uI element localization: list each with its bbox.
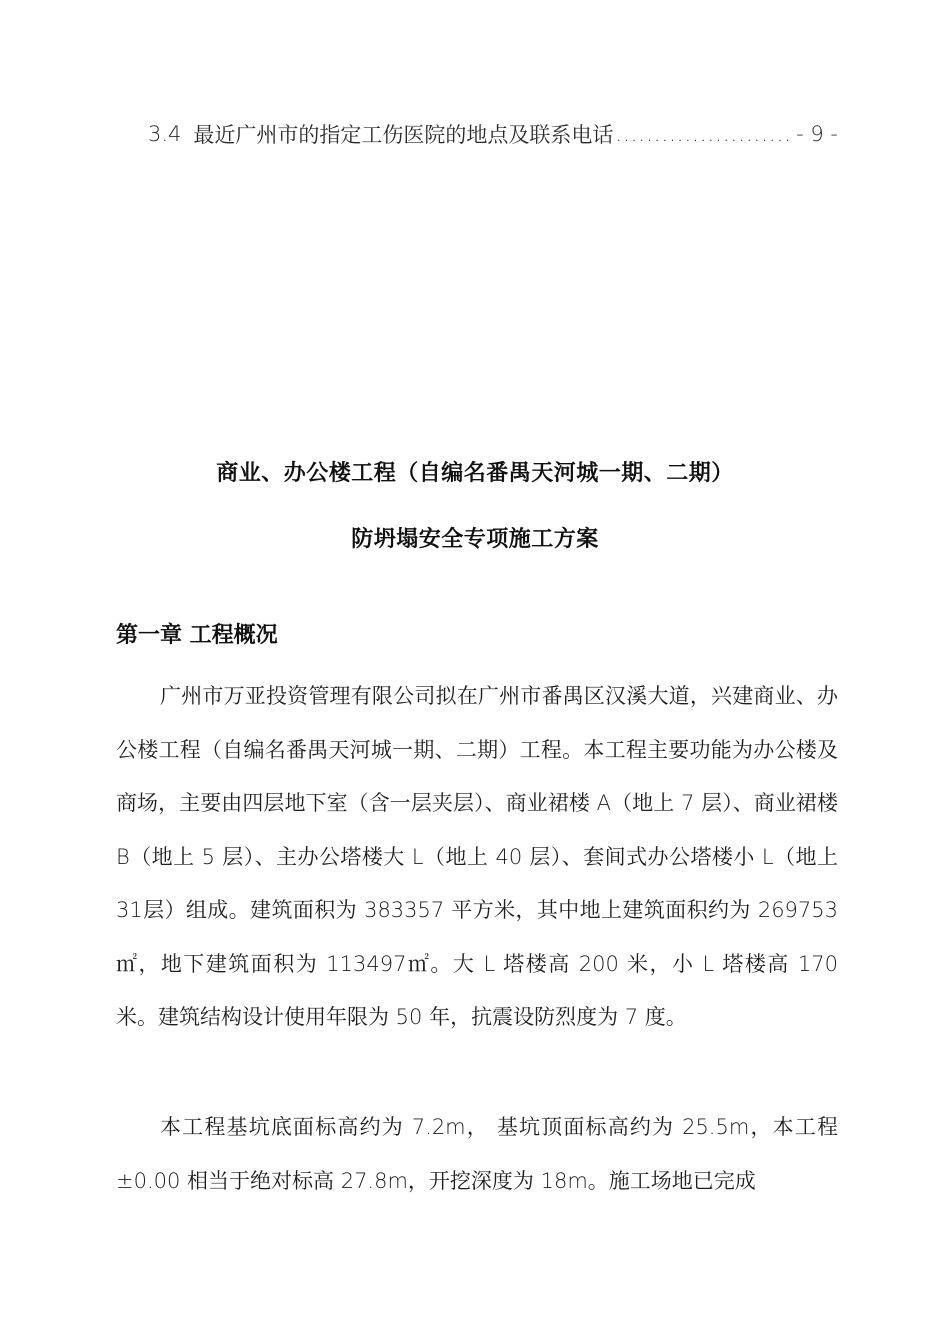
chapter-heading: 第一章 工程概况 (116, 623, 278, 648)
document-subtitle: 防坍塌安全专项施工方案 (351, 527, 599, 552)
document-title: 商业、办公楼工程（自编名番禺天河城一期、二期） (216, 461, 734, 486)
body-paragraph: 本工程基坑底面标高约为 7.2m， 基坑顶面标高约为 25.5m，本工程±0.00 相当于绝对标高 27.8m，开挖深度为 18m。施工场地已完成 (116, 1115, 838, 1193)
toc-leader-dots (615, 122, 794, 146)
toc-entry-number: 3.4 (148, 122, 182, 146)
toc-entry-page: - 9 - (796, 122, 838, 146)
toc-entry[interactable] (148, 118, 838, 150)
toc-entry-title: 最近广州市的指定工伤医院的地点及联系电话 (193, 123, 614, 147)
body-paragraph: 广州市万亚投资管理有限公司拟在广州市番禺区汉溪大道，兴建商业、办公楼工程（自编名番禺天河城一期、二期）工程。本工程主要功能为办公楼及商场，主要由四层地下室（含一层夹层）、商业裙楼 A（地上 7 层）、商业裙楼 B（地上 5 层）、主办公塔楼大 L（地上 40 层）、套间式办公塔楼小 L（地上 31层）组成。建筑面积为 383357 平方米，其中地上建筑面积约为 269753㎡，地下建筑面积为 113497㎡。大 L 塔楼高 200 米，小 L 塔楼高 170 米。建筑结构设计使用年限为 50 年，抗震设防烈度为 7 度。 (116, 684, 838, 1029)
